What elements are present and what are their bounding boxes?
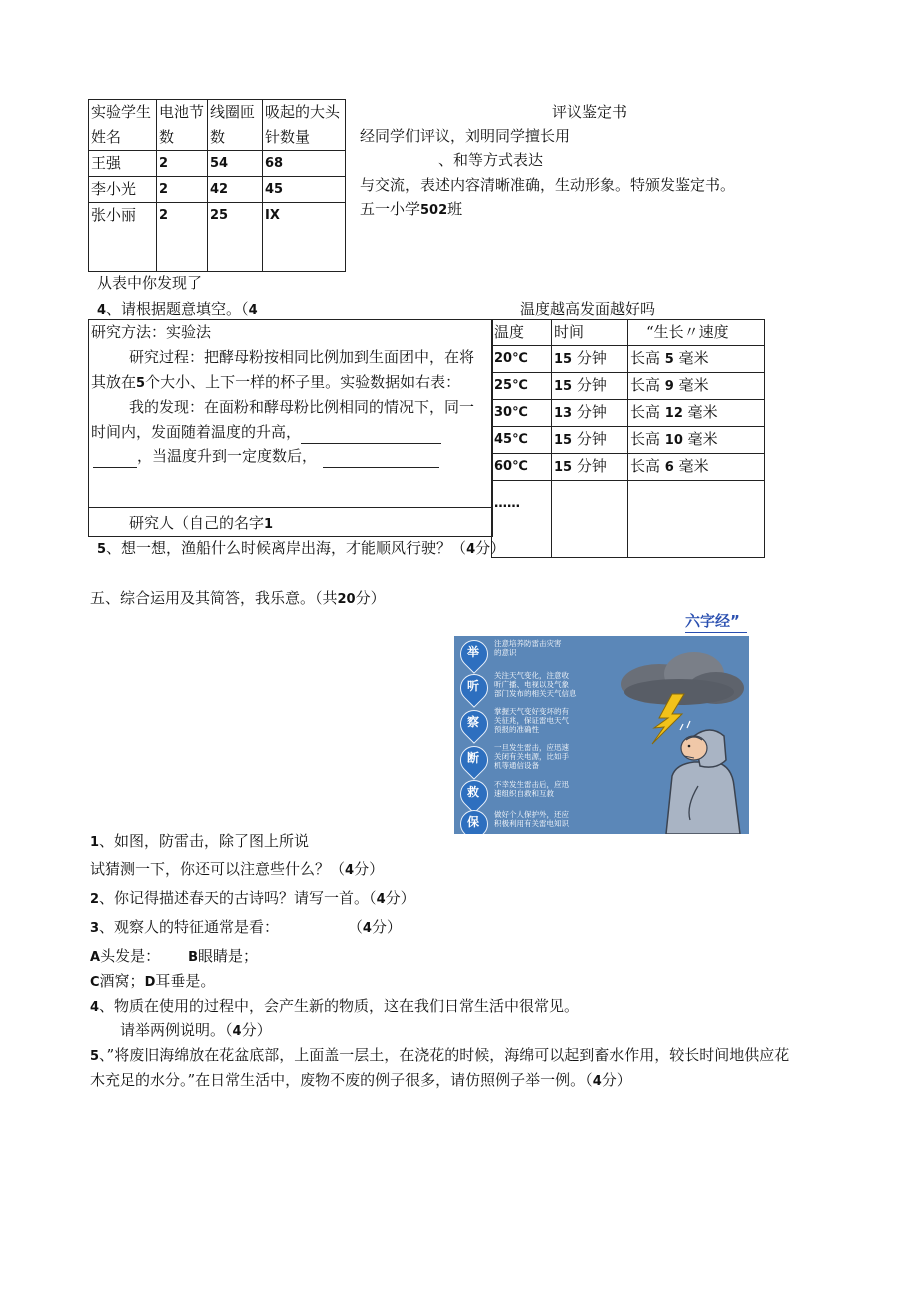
speed-label: 长高 — [630, 349, 661, 367]
question-unit: 分） — [241, 1021, 272, 1039]
question-unit: 分） — [601, 1071, 632, 1089]
certificate-title: 评议鉴定书 — [552, 103, 628, 121]
researcher-label: 研究人（自己的名字 — [129, 514, 265, 532]
question-text: 木充足的水分。”在日常生活中，废物不废的例子很多，请仿照例子举一例。（ — [90, 1071, 593, 1089]
finding-line-1: 我的发现：在面粉和酵母粉比例相同的情况下，同一 — [129, 398, 475, 416]
table-row — [89, 151, 346, 177]
certificate-signature — [360, 197, 462, 223]
section-unit: 分） — [355, 589, 386, 607]
person-figure-icon — [666, 721, 740, 834]
option-text: 耳垂是。 — [155, 972, 216, 990]
table-cell — [628, 400, 765, 427]
question-score: 4 — [232, 1024, 242, 1039]
s-question-2 — [90, 886, 416, 912]
speed-value: 5 — [664, 352, 674, 367]
time-unit: 分钟 — [576, 403, 607, 421]
option-letter: D — [144, 975, 156, 990]
poster-text-line: 关注天气变化，注意收 — [494, 671, 569, 680]
table-row — [492, 454, 765, 481]
table-row — [89, 203, 346, 272]
question-number: 4 — [90, 1000, 100, 1015]
poster-text — [494, 780, 569, 798]
s-question-1-line-2 — [90, 857, 384, 883]
answer-blank[interactable] — [93, 467, 137, 468]
question-unit: 分） — [354, 860, 385, 878]
poster-text-line: 的意识 — [494, 648, 517, 657]
poster-text-line: 掌握天气变好变坏的有 — [494, 707, 569, 716]
school-name: 五一小学 — [360, 200, 421, 218]
certificate-line-2: 、和等方式表达 — [438, 151, 544, 169]
process-text: 其放在 — [91, 373, 137, 391]
poster-char: 听 — [466, 679, 479, 693]
poster-text-line: 预报的准确性 — [494, 725, 539, 734]
poster-char: 保 — [466, 815, 479, 829]
question-text: 请举两例说明。（ — [120, 1021, 233, 1039]
time-value: 15 — [554, 460, 573, 475]
table-cell — [552, 346, 628, 373]
table-cell: 20℃ — [492, 346, 552, 373]
option-letter: C — [90, 975, 100, 990]
poster-text — [494, 707, 569, 734]
question-unit: 分） — [475, 539, 506, 557]
s-question-3-options-ab — [90, 944, 258, 970]
poster-text-line: 做好个人保护外，还应 — [494, 810, 569, 819]
question-text: 、请根据题意填空。（ — [106, 300, 249, 318]
table-cell: 2 — [157, 177, 208, 203]
question-text: 、如图，防雷击，除了图上所说 — [99, 832, 310, 850]
finding-line-2 — [91, 420, 441, 444]
poster-text-line: 机等通信设备 — [494, 761, 539, 770]
table-row — [492, 346, 765, 373]
class-number: 502 — [420, 203, 448, 218]
time-value: 15 — [554, 379, 573, 394]
researcher-line — [129, 511, 455, 537]
research-method: 研究方法：实验法 — [91, 323, 212, 341]
magnet-experiment-table — [88, 99, 346, 272]
table-header-cell: “生长〃速度 — [628, 320, 765, 346]
table-cell: 60℃ — [492, 454, 552, 481]
question-text: 、观察人的特征通常是看： — [99, 918, 280, 936]
time-unit: 分钟 — [576, 349, 607, 367]
table-cell — [628, 346, 765, 373]
question-score: 4 — [592, 1074, 602, 1089]
question-number: 5 — [97, 542, 107, 557]
researcher-number: 1 — [264, 517, 274, 532]
poster-text-line: 听广播、电视以及气象 — [494, 680, 569, 689]
research-process-line-2 — [91, 370, 460, 396]
table-cell: 2 — [157, 151, 208, 177]
s-question-5-line-2 — [90, 1068, 632, 1094]
question-score: 4 — [466, 542, 476, 557]
table-row — [492, 400, 765, 427]
time-value: 15 — [554, 433, 573, 448]
option-letter: A — [90, 950, 101, 965]
table-row — [492, 373, 765, 400]
table-cell — [628, 481, 765, 558]
table-cell — [552, 373, 628, 400]
speed-unit: 毫米 — [678, 349, 709, 367]
table-cell: …… — [492, 481, 552, 558]
table-cell: 25℃ — [492, 373, 552, 400]
option-letter: B — [188, 950, 198, 965]
table-cell: 42 — [208, 177, 263, 203]
poster-char: 举 — [466, 645, 479, 659]
lightning-safety-poster — [454, 636, 749, 834]
question-text: 、你记得描述春天的古诗吗？请写一首。（ — [99, 889, 377, 907]
poster-char: 救 — [466, 785, 479, 799]
poster-text-line: 一旦发生雷击，应迅速 — [494, 743, 569, 752]
speed-unit: 毫米 — [678, 376, 709, 394]
speed-unit: 毫米 — [687, 403, 718, 421]
poster-artwork — [454, 636, 749, 834]
speed-label: 长高 — [630, 457, 661, 475]
table-cell: 张小丽 — [89, 203, 157, 272]
question-number: 3 — [90, 921, 100, 936]
poster-char: 断 — [466, 751, 479, 765]
table-cell: 54 — [208, 151, 263, 177]
table-header-cell: 电池节数 — [157, 100, 208, 151]
table-header-cell: 时间 — [552, 320, 628, 346]
divider — [89, 507, 492, 508]
poster-text-line: 部门发布的相关天气信息 — [494, 689, 577, 698]
speed-unit: 毫米 — [687, 430, 718, 448]
table-cell: IX — [263, 203, 346, 272]
question-text: 、物质在使用的过程中，会产生新的物质，这在我们日常生活中很常见。 — [99, 997, 580, 1015]
section-text: 五、综合运用及其简答，我乐意。（共 — [90, 589, 338, 607]
question-number: 2 — [90, 892, 100, 907]
poster-title: 六字经” — [685, 610, 747, 633]
poster-char: 察 — [466, 715, 479, 729]
finding-line-3 — [93, 444, 439, 468]
speed-label: 长高 — [630, 376, 661, 394]
table-cell — [552, 454, 628, 481]
table-cell — [628, 373, 765, 400]
question-number: 1 — [90, 835, 100, 850]
speed-value: 6 — [664, 460, 674, 475]
table-header-row — [492, 320, 765, 346]
speed-label: 长高 — [630, 430, 661, 448]
temperature-table-title: 温度越高发面越好吗 — [520, 300, 656, 318]
table-cell — [628, 454, 765, 481]
s-question-5-line-1 — [90, 1043, 789, 1069]
table-header-row — [89, 100, 346, 151]
question-score: 4 — [345, 863, 355, 878]
poster-text-line: 关征兆，保证雷电天气 — [494, 716, 569, 725]
speed-value: 9 — [664, 379, 674, 394]
certificate-line-1: 经同学们评议，刘明同学擅长用 — [360, 127, 571, 145]
time-value: 15 — [554, 352, 573, 367]
question-number: 4 — [97, 303, 107, 318]
table-cell: 45 — [263, 177, 346, 203]
s-question-4-line-2 — [120, 1018, 272, 1044]
question-text: 、”将废旧海绵放在花盆底部，上面盖一层土，在浇花的时候，海绵可以起到畜水作用，较长时间地供应花 — [99, 1046, 790, 1064]
option-text: 眼睛是； — [198, 947, 259, 965]
poster-text-line: 注意培养防雷击灾害 — [494, 639, 562, 648]
speed-label: 长高 — [630, 403, 661, 421]
time-unit: 分钟 — [576, 457, 607, 475]
table-header-cell: 温度 — [492, 320, 552, 346]
section-5-heading — [90, 586, 386, 612]
speed-unit: 毫米 — [678, 457, 709, 475]
table-cell: 王强 — [89, 151, 157, 177]
class-suffix: 班 — [447, 200, 463, 218]
question-5 — [97, 536, 505, 562]
poster-text — [494, 671, 577, 698]
question-text: 试猜测一下，你还可以注意些什么？（ — [90, 860, 346, 878]
time-unit: 分钟 — [576, 376, 607, 394]
option-text: 头发是： — [100, 947, 161, 965]
discover-prompt: 从表中你发现了 — [97, 274, 203, 292]
table-cell: 30℃ — [492, 400, 552, 427]
s-question-3-options-cd — [90, 969, 215, 995]
s-question-3: 3、观察人的特征通常是看： （4分） — [90, 918, 402, 936]
question-unit: 分） — [371, 918, 402, 936]
question-score: 4 — [248, 303, 258, 318]
table-row — [492, 481, 765, 558]
table-row — [89, 177, 346, 203]
table-cell: 45℃ — [492, 427, 552, 454]
dough-growth-table — [491, 319, 765, 558]
option-text: 酒窝； — [99, 972, 145, 990]
finding-text: 时间内，发面随着温度的升高， — [91, 423, 302, 441]
certificate-line-3: 与交流，表述内容清晰准确，生动形象。特颁发鉴定书。 — [360, 176, 736, 194]
question-score: 4 — [376, 892, 386, 907]
speed-value: 10 — [664, 433, 683, 448]
table-row — [492, 427, 765, 454]
research-process-line-1: 研究过程：把酵母粉按相同比例加到生面团中，在将 — [129, 348, 475, 366]
process-text: 个大小、上下一样的杯子里。实验数据如右表： — [145, 373, 461, 391]
poster-text — [494, 743, 569, 770]
time-unit: 分钟 — [576, 430, 607, 448]
poster-text-line: 不幸发生雷击后，应迅 — [494, 780, 569, 789]
table-cell — [552, 400, 628, 427]
question-number: 5 — [90, 1049, 100, 1064]
poster-text — [494, 810, 569, 828]
table-header-cell: 吸起的大头针数量 — [263, 100, 346, 151]
table-cell: 25 — [208, 203, 263, 272]
table-cell — [552, 427, 628, 454]
question-unit: 分） — [385, 889, 416, 907]
table-cell — [552, 481, 628, 558]
question-score: 4 — [362, 921, 372, 936]
table-cell — [628, 427, 765, 454]
table-cell: 2 — [157, 203, 208, 272]
poster-text-line: 积极利用有关雷电知识 — [494, 819, 569, 828]
s-question-4-line-1 — [90, 994, 579, 1020]
section-score: 20 — [337, 592, 356, 607]
research-box — [88, 319, 493, 537]
table-header-cell: 线圈匝数 — [208, 100, 263, 151]
table-cell: 68 — [263, 151, 346, 177]
answer-blank[interactable] — [323, 467, 439, 468]
s-question-1-line-1 — [90, 829, 309, 855]
poster-text-line: 速组织自救和互救 — [494, 789, 554, 798]
finding-text: ，当温度升到一定度数后， — [137, 447, 318, 465]
table-cell: 李小光 — [89, 177, 157, 203]
cup-count: 5 — [136, 376, 146, 391]
time-value: 13 — [554, 406, 573, 421]
poster-text-line: 关闭有关电源，比如手 — [494, 752, 569, 761]
speed-value: 12 — [664, 406, 683, 421]
poster-text — [494, 639, 562, 657]
table-header-cell: 实验学生姓名 — [89, 100, 157, 151]
question-text: 、想一想，渔船什么时候离岸出海，才能顺风行驶？（ — [106, 539, 467, 557]
